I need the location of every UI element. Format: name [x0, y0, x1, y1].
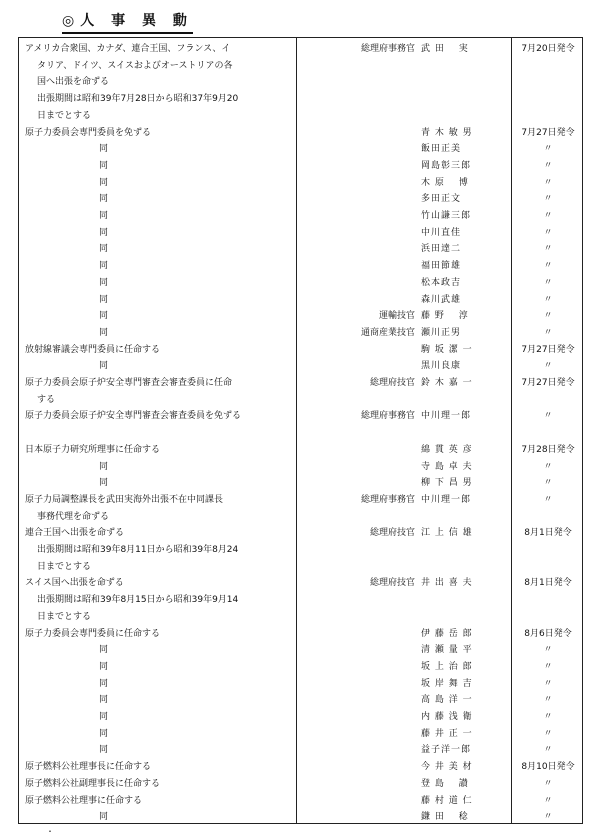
- action-text: 同: [99, 812, 109, 823]
- table-row: [19, 759, 584, 776]
- issue-date: 〃: [543, 327, 553, 338]
- person-name: 鎌 田 稔: [421, 812, 469, 823]
- action-text: アメリカ合衆国、カナダ、連合王国、フランス、イ: [25, 44, 231, 54]
- position-text: 運輸技官: [378, 311, 415, 322]
- table-row: [19, 241, 584, 258]
- issue-date: 〃: [543, 261, 553, 272]
- issue-date: 〃: [543, 244, 553, 255]
- issue-date: 〃: [543, 645, 553, 656]
- action-text: 事務代理を命ずる: [37, 511, 110, 522]
- person-name: 坂 岸 舞 吉: [421, 678, 473, 689]
- action-text: 同: [99, 194, 109, 205]
- action-text: 同: [99, 478, 109, 489]
- issue-date: 〃: [543, 227, 553, 238]
- table-row: [19, 459, 584, 476]
- action-text: 原子力委員会原子炉安全専門審査会審査委員を免ずる: [25, 411, 242, 422]
- person-name: 竹山謙三郎: [421, 211, 472, 221]
- table-row: [19, 709, 584, 726]
- person-name: 岡島彰三郎: [421, 160, 472, 171]
- table-row: [19, 342, 584, 359]
- person-name: 綿 貫 英 彦: [421, 444, 473, 455]
- table-row: [19, 542, 584, 559]
- person-name: 福田節雄: [421, 261, 462, 272]
- person-name: 寺 島 卓 夫: [421, 461, 473, 472]
- table-row: [19, 225, 584, 242]
- person-name: 黒川良康: [421, 361, 462, 372]
- issue-date: 8月1日発令: [524, 578, 572, 589]
- person-name: 江 上 信 雄: [421, 528, 473, 539]
- action-text: 国へ出張を命ずる: [37, 77, 110, 88]
- position-text: 総理府事務官: [360, 411, 415, 422]
- person-name: 森川武雄: [421, 294, 462, 305]
- person-name: 中川理一郎: [421, 494, 472, 505]
- action-text: 原子力局調整課長を武田実海外出張不在中同課長: [25, 494, 224, 505]
- person-name: 武 田 実: [421, 44, 469, 54]
- action-text: 同: [99, 244, 109, 255]
- table-row: [19, 308, 584, 325]
- action-text: スイス国へ出張を命ずる: [25, 578, 124, 589]
- table-row: [19, 509, 584, 526]
- table-row: [19, 358, 584, 375]
- table-row: [19, 141, 584, 158]
- table-row: [19, 158, 584, 175]
- issue-date: 7月27日発令: [521, 378, 575, 388]
- action-text: 同: [99, 160, 109, 171]
- position-text: 総理府技官: [369, 378, 415, 388]
- person-name: 今 井 美 材: [421, 762, 473, 773]
- issue-date: 〃: [543, 812, 553, 823]
- issue-date: 〃: [543, 211, 553, 221]
- action-text: する: [37, 394, 56, 405]
- action-text: 同: [99, 745, 109, 756]
- table-row: [19, 809, 584, 826]
- action-text: 同: [99, 678, 109, 689]
- issue-date: 〃: [543, 294, 553, 305]
- issue-date: 〃: [543, 795, 553, 806]
- table-row: [19, 442, 584, 459]
- issue-date: 7月27日発令: [521, 344, 575, 355]
- action-text: 同: [99, 177, 109, 188]
- issue-date: 7月28日発令: [521, 444, 575, 455]
- issue-date: 〃: [543, 494, 553, 505]
- person-name: 坂 上 治 郎: [421, 661, 473, 672]
- issue-date: 8月1日発令: [524, 528, 572, 539]
- action-text: 同: [99, 227, 109, 238]
- person-name: 高 島 洋 一: [421, 695, 473, 706]
- person-name: 登 島 讃: [421, 778, 469, 789]
- table-row: [19, 325, 584, 342]
- action-text: 同: [99, 695, 109, 706]
- action-text: 出張期間は昭和39年8月15日から昭和39年9月14: [37, 595, 239, 606]
- action-text: 同: [99, 327, 109, 338]
- action-text: 原子燃料公社理事長に任命する: [25, 762, 152, 773]
- action-text: 原子燃料公社理事に任命する: [25, 795, 143, 806]
- issue-date: 〃: [543, 277, 553, 288]
- person-name: 駒 坂 潔 一: [421, 344, 473, 355]
- action-text: 日までとする: [37, 561, 92, 572]
- action-text: 同: [99, 661, 109, 672]
- action-text: 同: [99, 461, 109, 472]
- action-text: 同: [99, 361, 109, 372]
- table-row: [19, 692, 584, 709]
- issue-date: 〃: [543, 745, 553, 756]
- person-name: 藤 井 正 一: [421, 728, 473, 739]
- action-text: 原子力委員会専門委員に任命する: [25, 628, 161, 639]
- table-row: [19, 175, 584, 192]
- table-row: [19, 609, 584, 626]
- table-row: [19, 125, 584, 142]
- table-row: [19, 191, 584, 208]
- issue-date: 〃: [543, 661, 553, 672]
- action-text: 同: [99, 261, 109, 272]
- table-row: [19, 208, 584, 225]
- table-row: [19, 492, 584, 509]
- action-text: 原子燃料公社副理事長に任命する: [25, 778, 161, 789]
- action-text: 放射線審議会専門委員に任命する: [25, 344, 161, 355]
- issue-date: 〃: [543, 311, 553, 322]
- table-row: [19, 793, 584, 810]
- issue-date: 8月10日発令: [521, 762, 575, 773]
- issue-date: 〃: [543, 778, 553, 789]
- table-row: [19, 58, 584, 75]
- issue-date: 〃: [543, 695, 553, 706]
- issue-date: 7月20日発令: [521, 44, 575, 54]
- person-name: 中川理一郎: [421, 411, 472, 422]
- issue-date: 〃: [543, 411, 553, 422]
- issue-date: 〃: [543, 361, 553, 372]
- table-row: [19, 375, 584, 392]
- issue-date: 〃: [543, 177, 553, 188]
- table-row: [19, 108, 584, 125]
- table-row: [19, 475, 584, 492]
- action-text: タリア、ドイツ、スイスおよびオーストリアの各: [37, 60, 233, 71]
- position-text: 総理府事務官: [360, 44, 415, 54]
- person-name: 藤 野 淳: [421, 311, 469, 322]
- person-name: 青 木 敏 男: [421, 127, 473, 138]
- position-text: 総理府事務官: [360, 494, 415, 505]
- table-row: [19, 676, 584, 693]
- issue-date: 〃: [543, 194, 553, 205]
- table-row: [19, 592, 584, 609]
- table-row: [19, 525, 584, 542]
- issue-date: 8月6日発令: [524, 628, 572, 639]
- action-text: 同: [99, 645, 109, 656]
- person-name: 飯田正美: [421, 144, 462, 155]
- action-text: 同: [99, 294, 109, 305]
- action-text: 同: [99, 144, 109, 155]
- position-text: 通商産業技官: [360, 327, 415, 338]
- issue-date: 〃: [543, 160, 553, 171]
- section-title: ◎人 事 異 動: [62, 10, 193, 34]
- action-text: 原子力委員会専門委員を免ずる: [25, 127, 152, 138]
- table-row: [19, 559, 584, 576]
- issue-date: 7月27日発令: [521, 127, 575, 138]
- person-name: 井 出 喜 夫: [421, 578, 473, 589]
- position-text: 総理府技官: [369, 578, 415, 589]
- action-text: 同: [99, 712, 109, 722]
- action-text: 日までとする: [37, 611, 92, 622]
- footer-mark: ・: [46, 827, 54, 836]
- personnel-table: [18, 37, 583, 824]
- table-row: [19, 776, 584, 793]
- position-text: 総理府技官: [369, 528, 415, 539]
- table-row: [19, 392, 584, 409]
- action-text: 出張期間は昭和39年7月28日から昭和37年9月20: [37, 94, 239, 105]
- person-name: 瀬川正男: [421, 327, 462, 338]
- table-row: [19, 642, 584, 659]
- issue-date: 〃: [543, 678, 553, 689]
- person-name: 伊 藤 岳 郎: [421, 628, 473, 639]
- action-text: 同: [99, 211, 109, 221]
- table-row: [19, 41, 584, 58]
- person-name: 浜田達二: [421, 244, 462, 255]
- table-row: [19, 726, 584, 743]
- table-row: [19, 91, 584, 108]
- person-name: 内 藤 浅 衛: [421, 712, 473, 722]
- person-name: 益子洋一郎: [421, 745, 472, 756]
- table-row: [19, 258, 584, 275]
- issue-date: 〃: [543, 712, 553, 722]
- table-row: [19, 742, 584, 759]
- action-text: 同: [99, 728, 109, 739]
- action-text: 同: [99, 311, 109, 322]
- table-row: [19, 74, 584, 91]
- issue-date: 〃: [543, 728, 553, 739]
- table-row: [19, 408, 584, 425]
- action-text: 日までとする: [37, 110, 92, 121]
- table-row: [19, 292, 584, 309]
- action-text: 連合王国へ出張を命ずる: [25, 528, 125, 539]
- table-row: [19, 659, 584, 676]
- action-text: 同: [99, 277, 109, 288]
- person-name: 清 瀬 量 平: [421, 645, 473, 656]
- table-row: [19, 626, 584, 643]
- issue-date: 〃: [543, 144, 553, 155]
- person-name: 藤 村 道 仁: [421, 795, 473, 806]
- person-name: 多田正文: [421, 194, 462, 205]
- issue-date: 〃: [543, 478, 553, 489]
- table-row: [19, 425, 584, 442]
- table-row: [19, 275, 584, 292]
- action-text: 原子力委員会原子炉安全専門審査会審査委員に任命: [25, 378, 233, 388]
- person-name: 柳 下 昌 男: [421, 478, 473, 489]
- table-row: [19, 575, 584, 592]
- person-name: 中川直佳: [421, 227, 462, 238]
- issue-date: 〃: [543, 461, 553, 472]
- person-name: 木 原 博: [421, 177, 469, 188]
- action-text: 出張期間は昭和39年8月11日から昭和39年8月24: [37, 545, 239, 555]
- person-name: 松本政吉: [421, 277, 462, 288]
- person-name: 鈴 木 嘉 一: [421, 378, 473, 388]
- action-text: 日本原子力研究所理事に任命する: [25, 444, 161, 455]
